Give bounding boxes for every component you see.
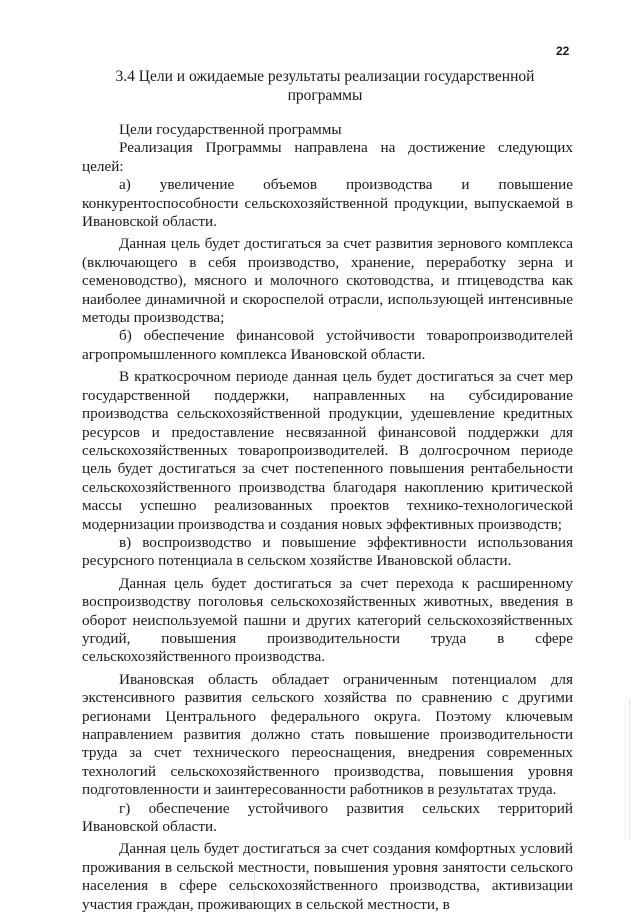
- list-item-d: г) обеспечение устойчивого развития сельских территорий Ивановской области.: [82, 799, 573, 836]
- section-title: 3.4 Цели и ожидаемые результаты реализации государственной программы: [115, 68, 535, 104]
- scan-edge-line: [629, 700, 631, 840]
- list-item-b: б) обеспечение финансовой устойчивости товаропроизводителей агропромышленного комплекса Ивановской области.: [82, 327, 573, 363]
- paragraph: Данная цель будет достигаться за счет создания комфортных условий проживания в сельской местности, повышения уровня занятости сельского населения в сфере сельскохозяйственного производства, активизации участия граждан, проживающих в сельской местности, в: [82, 840, 573, 913]
- paragraph: Ивановская область обладает ограниченным потенциалом для экстенсивного развития сельского хозяйства по сравнению с другими регионами Центрального федерального округа. Поэтому ключевым направлением развития должно стать повышение производительности труда за счет технического переоснащения, внедрения современных технологий сельскохозяйственного производства, повышения уровня подготовленности и заинтересованности работников в результатах труда.: [82, 670, 573, 799]
- paragraph: Реализация Программы направлена на достижение следующих целей:: [82, 139, 573, 175]
- paragraph: Данная цель будет достигаться за счет перехода к расширенному воспроизводству поголовья сельскохозяйственных животных, введения в оборот неиспользуемой пашни и других категорий сельскохозяйственных угодий, повышения производительности труда в сфере сельскохозяйственного производства.: [82, 574, 573, 666]
- page-number: 22: [556, 44, 570, 58]
- paragraph: В краткосрочном периоде данная цель будет достигаться за счет мер государственной поддержки, направленных на субсидирование производства сельскохозяйственной продукции, удешевление кредитных ресурсов и предоставление несвязанной финансовой поддержки для сельскохозяйственных товаропроизводителей. В долгосрочном периоде цель будет достигаться за счет постепенного повышения рентабельности сельскохозяйственного производства благодаря накоплению критической массы успешно реализованных проектов технико-технологической модернизации производства и создания новых эффективных производств;: [82, 368, 573, 533]
- document-body: [82, 121, 573, 914]
- scan-fold-line: [254, 870, 256, 900]
- subheading-goals: Цели государственной программы: [119, 121, 342, 138]
- paragraph: Данная цель будет достигаться за счет развития зернового комплекса (включающего в себя производство, хранение, переработку зерна и семеноводство), мясного и молочного скотоводства, и птицеводства как наиболее динамичной и скороспелой отрасли, использующей интенсивные методы производства;: [82, 235, 573, 327]
- list-item-a: а) увеличение объемов производства и повышение конкурентоспособности сельскохозяйственной продукции, выпускаемой в Ивановской области.: [82, 176, 573, 231]
- list-item-c: в) воспроизводство и повышение эффективности использования ресурсного потенциала в сельском хозяйстве Ивановской области.: [82, 533, 573, 570]
